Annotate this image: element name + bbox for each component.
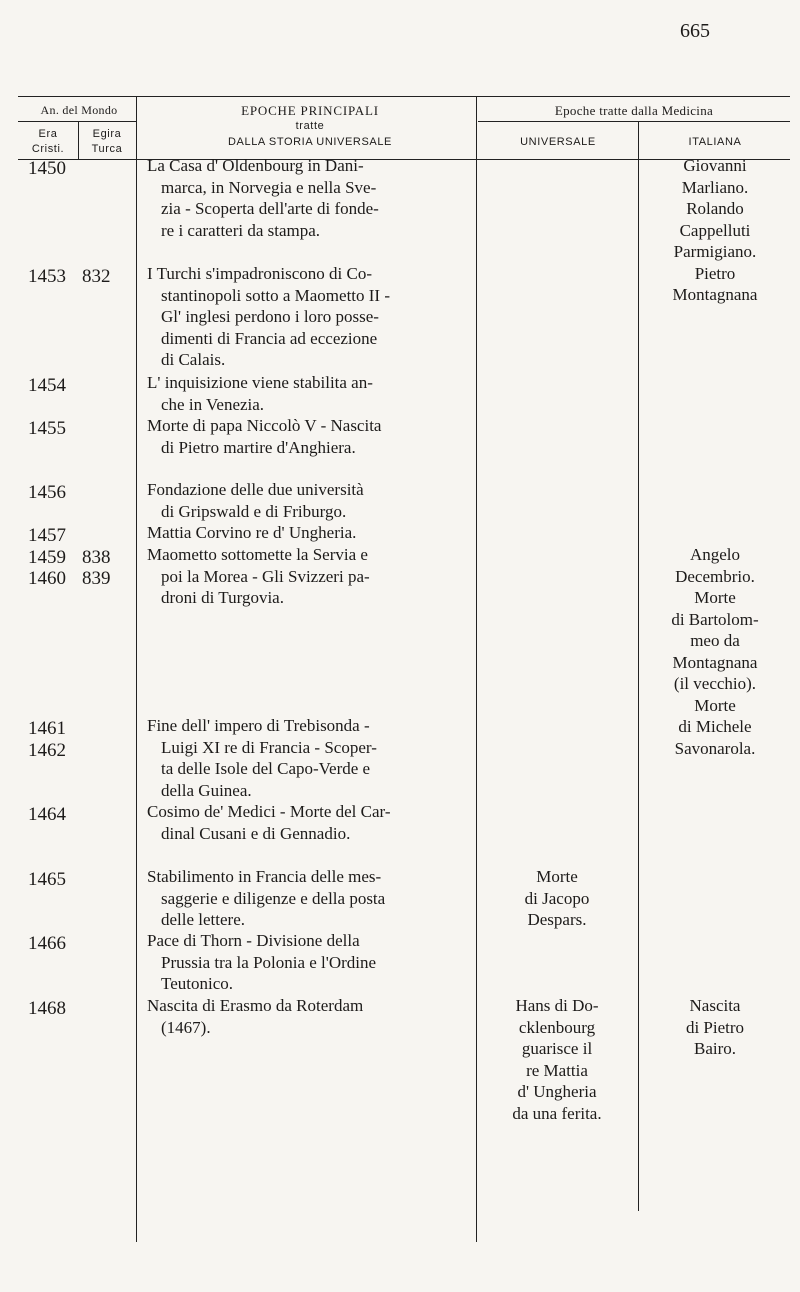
universale-entry [477, 866, 637, 931]
universale-line: da una ferita. [512, 1103, 602, 1123]
universale-line: re Mattia [526, 1060, 588, 1080]
header-rule-top [18, 96, 790, 97]
event-line: Prussia tra la Polonia e l'Ordine [161, 952, 377, 972]
event-line: poi la Morea - Gli Svizzeri pa- [161, 566, 370, 586]
header-epoche-sub2: DALLA STORIA UNIVERSALE [228, 136, 392, 148]
event-line: Fondazione delle due università [147, 480, 364, 499]
event-line: dinal Cusani e di Gennadio. [161, 823, 351, 843]
italiana-line: Bairo. [693, 1039, 737, 1058]
event-line: dimenti di Francia ad eccezione [161, 328, 378, 348]
divider-era-egira [78, 121, 79, 159]
header-rule-medicina [478, 121, 790, 122]
universale-entry [477, 995, 637, 1124]
event-entry [147, 715, 377, 801]
italiana-line: Savonarola. [674, 738, 756, 758]
event-line: ta delle Isole del Capo-Verde e [161, 759, 371, 778]
italiana-entry [640, 544, 790, 759]
egira-label: 832 [82, 266, 111, 287]
header-egira-1: Egira [92, 128, 122, 140]
italiana-line: di Pietro [685, 1017, 745, 1037]
event-line: saggerie e diligenze e della posta [161, 888, 386, 908]
event-line: I Turchi s'impadroniscono di Co- [147, 264, 373, 283]
event-line: della Guinea. [161, 780, 252, 800]
italiana-line: Pietro [694, 263, 736, 283]
event-line: di Gripswald e di Friburgo. [161, 501, 347, 521]
event-line: Cosimo de' Medici - Morte del Car- [147, 802, 391, 821]
event-line: Stabilimento in Francia delle mes- [147, 867, 382, 886]
italiana-entry [640, 995, 790, 1060]
event-entry [147, 522, 356, 544]
italiana-line: Montagnana [672, 652, 758, 672]
year-label: 1460 [28, 568, 66, 589]
universale-line: Morte [536, 867, 578, 886]
italiana-line: meo da [690, 631, 740, 650]
italiana-line: Morte [694, 695, 736, 715]
italiana-line: Montagnana [672, 285, 758, 304]
event-line: Luigi XI re di Francia - Scoper- [161, 737, 377, 757]
header-epoche-sub1: tratte [295, 120, 325, 132]
header-italiana: ITALIANA [688, 136, 742, 148]
event-entry [147, 155, 379, 241]
page-number: 665 [680, 20, 710, 42]
italiana-line: (il vecchio). [673, 674, 757, 693]
header-rule-mondo [18, 121, 136, 122]
event-line: zia - Scoperta dell'arte di fonde- [161, 199, 379, 218]
event-entry [147, 801, 391, 844]
event-entry [147, 866, 385, 931]
universale-line: guarisce il [521, 1039, 593, 1058]
universale-line: cklenbourg [518, 1017, 596, 1037]
divider-universale-italiana [638, 121, 639, 1211]
year-label: 1454 [28, 375, 66, 396]
event-line: di Pietro martire d'Anghiera. [161, 437, 356, 457]
italiana-line: di Michele [678, 717, 752, 736]
italiana-line: Angelo [689, 545, 741, 564]
event-line: Pace di Thorn - Divisione della [147, 931, 360, 950]
event-line: Maometto sottomette la Servia e [147, 545, 368, 564]
header-egira-2: Turca [91, 143, 123, 155]
year-label: 1466 [28, 933, 66, 954]
event-line: La Casa d' Oldenbourg in Dani- [147, 156, 364, 175]
event-line: di Calais. [161, 350, 226, 369]
year-label: 1468 [28, 998, 66, 1019]
header-universale: UNIVERSALE [520, 136, 596, 148]
year-label: 1455 [28, 418, 66, 439]
italiana-line: Giovanni [683, 156, 747, 175]
event-line: Gl' inglesi perdono i loro posse- [161, 307, 379, 326]
event-line: Fine dell' impero di Trebisonda - [147, 716, 370, 735]
italiana-entry [640, 155, 790, 306]
year-label: 1462 [28, 740, 66, 761]
italiana-line: Marliano. [681, 177, 749, 197]
header-medicina-title: Epoche tratte dalla Medicina [554, 103, 714, 118]
event-line: delle lettere. [161, 910, 246, 929]
event-entry [147, 479, 364, 522]
event-entry [147, 995, 363, 1038]
event-line: Mattia Corvino re d' Ungheria. [147, 523, 357, 542]
italiana-line: Nascita [689, 996, 741, 1015]
italiana-line: di Bartolom- [671, 609, 759, 629]
year-label: 1459 [28, 547, 66, 568]
egira-label: 839 [82, 568, 111, 589]
year-label: 1453 [28, 266, 66, 287]
italiana-line: Decembrio. [675, 566, 755, 586]
event-line: Nascita di Erasmo da Roterdam [147, 996, 364, 1015]
year-label: 1450 [28, 158, 66, 179]
event-line: che in Venezia. [161, 394, 265, 414]
divider-years-events [136, 96, 137, 1242]
event-line: Morte di papa Niccolò V - Nascita [147, 416, 382, 435]
italiana-line: Cappelluti [679, 220, 751, 240]
year-label: 1461 [28, 718, 66, 739]
year-label: 1457 [28, 525, 66, 546]
event-line: (1467). [161, 1017, 211, 1037]
header-era-cristi-1: Era [38, 128, 58, 140]
event-line: re i caratteri da stampa. [161, 220, 321, 240]
header-era-cristi-2: Cristi. [31, 143, 65, 155]
event-entry [147, 544, 370, 609]
header-an-del-mondo: An. del Mondo [40, 103, 118, 117]
italiana-line: Morte [694, 588, 736, 607]
event-line: Teutonico. [161, 974, 233, 993]
event-line: droni di Turgovia. [161, 588, 284, 607]
italiana-line: Parmigiano. [673, 242, 757, 261]
event-entry [147, 930, 376, 995]
italiana-line: Rolando [686, 199, 744, 218]
event-line: marca, in Norvegia e nella Sve- [161, 177, 377, 197]
year-label: 1464 [28, 804, 66, 825]
event-line: L' inquisizione viene stabilita an- [147, 373, 373, 392]
year-label: 1465 [28, 869, 66, 890]
event-entry [147, 415, 381, 458]
universale-line: d' Ungheria [517, 1082, 597, 1101]
year-label: 1456 [28, 482, 66, 503]
event-entry [147, 263, 390, 371]
universale-line: di Jacopo [524, 888, 590, 908]
header-epoche-title: EPOCHE PRINCIPALI [241, 103, 379, 118]
event-entry [147, 372, 373, 415]
egira-label: 838 [82, 547, 111, 568]
universale-line: Despars. [527, 910, 587, 929]
universale-line: Hans di Do- [515, 996, 599, 1015]
event-line: stantinopoli sotto a Maometto II - [161, 285, 390, 305]
